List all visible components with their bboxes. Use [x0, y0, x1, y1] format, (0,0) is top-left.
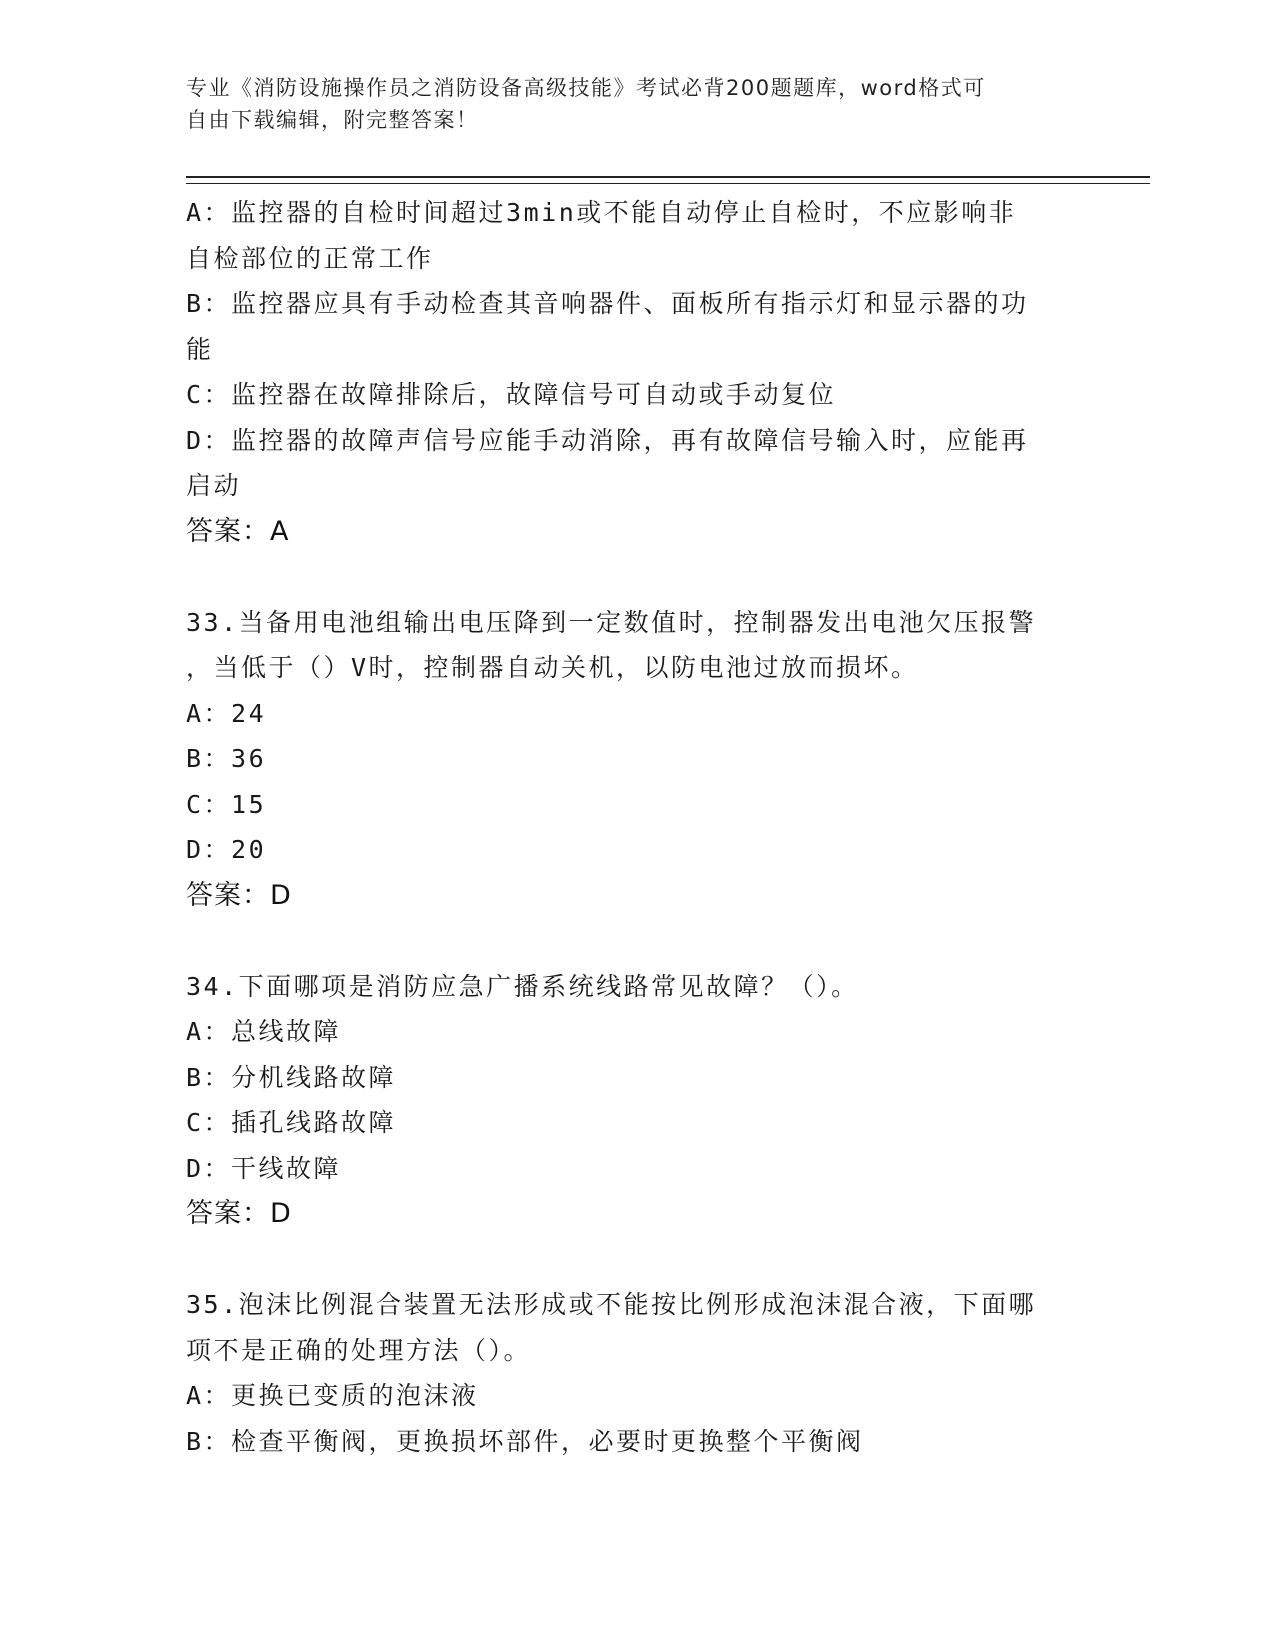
question-stem-line-1: 33.当备用电池组输出电压降到一定数值时，控制器发出电池欠压报警: [186, 607, 1037, 637]
header-line-2: 自由下载编辑，附完整答案！: [186, 108, 479, 132]
option-c: [186, 372, 1066, 418]
question-32-continued: [186, 190, 1066, 554]
option-b: B：分机线路故障: [186, 1062, 397, 1092]
option-b-line-1: B：监控器应具有手动检查其音响器件、面板所有指示灯和显示器的功: [186, 289, 1029, 318]
option-a: A：更换已变质的泡沫液: [186, 1381, 479, 1410]
spacer: [186, 554, 1066, 600]
option-d: D：20: [186, 835, 267, 864]
question-stem-line-2: 项不是正确的处理方法（）。: [186, 1335, 532, 1365]
option-d: D：干线故障: [186, 1153, 342, 1183]
option-a: [186, 190, 1066, 281]
option-a: A：总线故障: [186, 1017, 342, 1046]
option-b: B：检查平衡阀，更换损坏部件，必要时更换整个平衡阀: [186, 1426, 864, 1456]
question-stem-line-1: 35.泡沫比例混合装置无法形成或不能按比例形成泡沫混合液，下面哪: [186, 1290, 1037, 1319]
question-list: [186, 190, 1066, 1464]
option-d: [186, 418, 1066, 509]
spacer: [186, 1237, 1066, 1283]
question-34: [186, 964, 1066, 1237]
question-33: [186, 600, 1066, 919]
option-b: [186, 281, 1066, 372]
option-a: A：24: [186, 698, 267, 728]
option-c: C：插孔线路故障: [186, 1108, 397, 1137]
question-stem-line-1: 34.下面哪项是消防应急广播系统线路常见故障？（）。: [186, 971, 859, 1001]
answer: 答案：A: [186, 515, 290, 547]
header-line-1: 专业《消防设施操作员之消防设备高级技能》考试必背200题题库，word格式可: [186, 76, 986, 100]
answer: 答案：D: [186, 879, 292, 911]
option-c-line-1: C：监控器在故障排除后，故障信号可自动或手动复位: [186, 380, 837, 409]
option-a-line-1: A：监控器的自检时间超过3min或不能自动停止自检时，不应影响非: [186, 198, 1017, 227]
header-divider: [186, 176, 1150, 184]
option-d-line-2: 启动: [186, 471, 242, 500]
option-d-line-1: D：监控器的故障声信号应能手动消除，再有故障信号输入时，应能再: [186, 425, 1029, 455]
option-b: B：36: [186, 744, 267, 773]
answer: 答案：D: [186, 1198, 292, 1229]
question-35: [186, 1282, 1066, 1464]
page-header: [186, 72, 1066, 136]
spacer: [186, 918, 1066, 964]
option-b-line-2: 能: [186, 334, 214, 364]
option-c: C：15: [186, 789, 267, 819]
option-a-line-2: 自检部位的正常工作: [186, 243, 434, 273]
question-stem-line-2: ，当低于（）V时，控制器自动关机，以防电池过放而损坏。: [186, 653, 919, 682]
